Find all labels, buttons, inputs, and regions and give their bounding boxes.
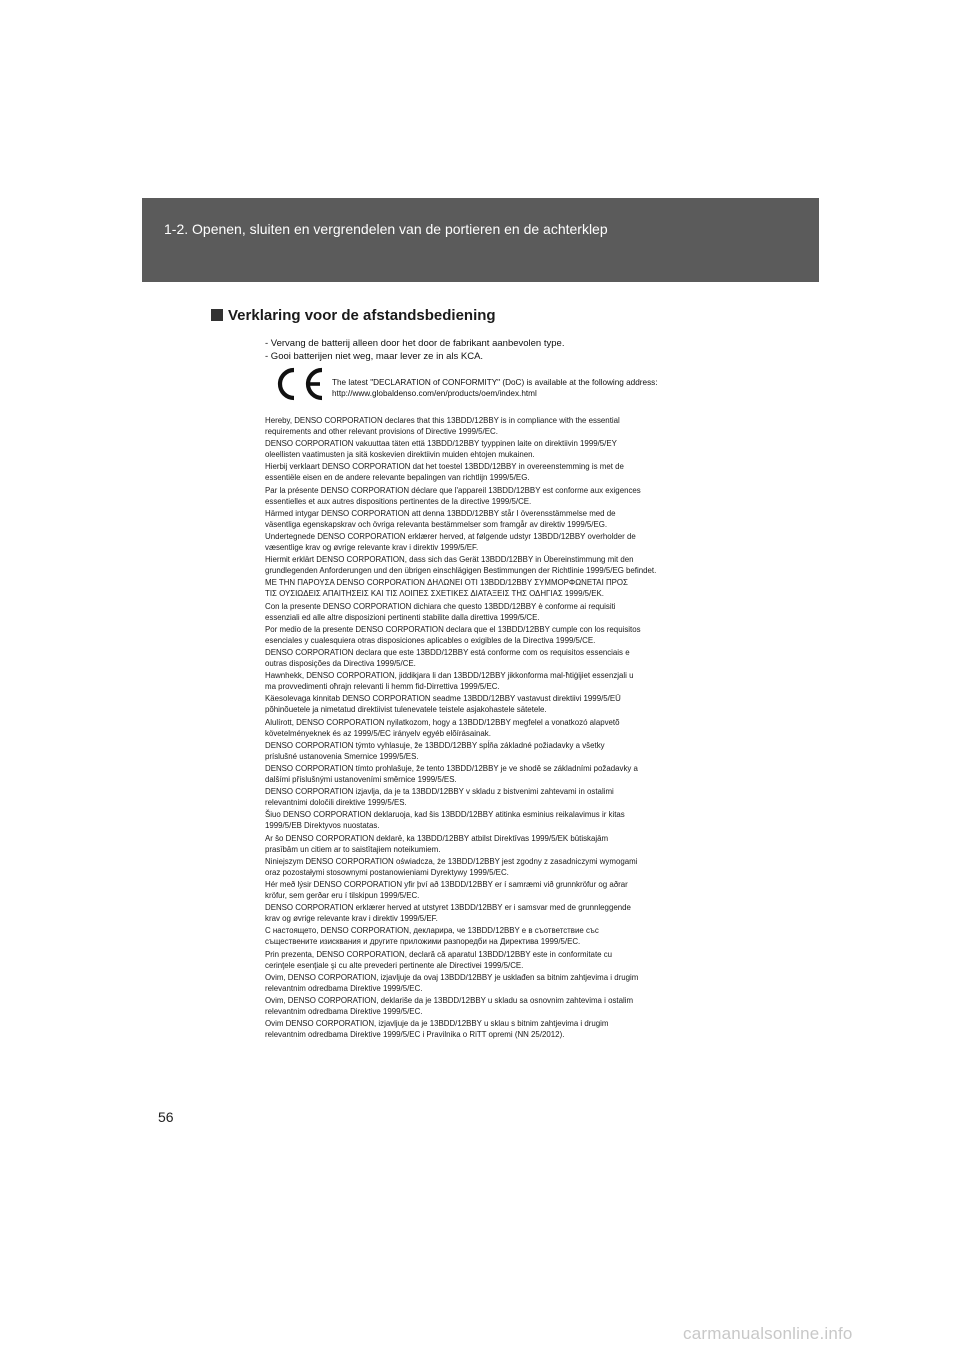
declaration-line: põhinõuetele ja nimetatud direktiivist tulenevatele teistele asjakohastele sätetele. <box>265 705 547 715</box>
ce-mark-icon <box>270 366 328 402</box>
declaration-line: DENSO CORPORATION izjavlja, da je ta 13BDD/12BBY v skladu z bistvenimi zahtevami in ostalimi <box>265 787 614 797</box>
declaration-line: DENSO CORPORATION declara que este 13BDD/12BBY está conforme com os requisitos essenciais e <box>265 648 630 658</box>
declaration-line: ΤΙΣ ΟΥΣΙΩΔΕΙΣ ΑΠΑΙΤΗΣΕΙΣ ΚΑΙ ΤΙΣ ΛΟΙΠΕΣ ΣΧΕΤΙΚΕΣ ΔΙΑΤΑΞΕΙΣ ΤΗΣ ΟΔΗΓΙΑΣ 1999/5/ΕΚ. <box>265 589 604 599</box>
declaration-paragraph <box>265 926 705 948</box>
declaration-paragraph <box>265 810 705 832</box>
declaration-line: relevantnim odredbama Direktive 1999/5/EC. <box>265 983 423 993</box>
declaration-paragraph <box>265 671 705 693</box>
declaration-line: Ar šo DENSO CORPORATION deklarē, ka 13BDD/12BBY atbilst Direktīvas 1999/5/EK būtiskajām <box>265 833 609 843</box>
declaration-paragraph <box>265 439 705 461</box>
declaration-paragraph <box>265 834 705 856</box>
declaration-line: Par la présente DENSO CORPORATION déclare que l'appareil 13BDD/12BBY est conforme aux exigences <box>265 485 641 495</box>
declaration-line: Hér með lýsir DENSO CORPORATION yfir því að 13BDD/12BBY er í samræmi við grunnkröfur og aðrar <box>265 880 628 890</box>
doc-line: The latest "DECLARATION of CONFORMITY" (DoC) is available at the following address: <box>332 378 658 387</box>
declaration-line: relevantnim odredbama Direktive 1999/5/EC i Pravilnika o RiTT opremi (NN 25/2012). <box>265 1030 565 1040</box>
declaration-line: Ovim, DENSO CORPORATION, izjavljuje da ovaj 13BDD/12BBY je usklađen sa bitnim zahtjevima i drugim <box>265 972 639 982</box>
declaration-paragraph <box>265 903 705 925</box>
doc-url: http://www.globaldenso.com/en/products/oem/index.html <box>332 389 537 398</box>
declaration-paragraph <box>265 950 705 972</box>
declaration-line: Hawnhekk, DENSO CORPORATION, jiddikjara li dan 13BDD/12BBY jikkonforma mal-ħtiġijiet essenzjali u <box>265 671 634 681</box>
declaration-line: Hierbij verklaart DENSO CORPORATION dat het toestel 13BDD/12BBY in overeenstemming is met de <box>265 462 624 472</box>
note-item: - Gooi batterijen niet weg, maar lever ze in als KCA. <box>265 351 484 362</box>
declaration-line: outras disposições da Directiva 1999/5/CE. <box>265 658 416 668</box>
declaration-line: essentiële eisen en de andere relevante bepalingen van richtlijn 1999/5/EG. <box>265 473 530 483</box>
declaration-line: С настоящето, DENSO CORPORATION, декларира, че 13BDD/12BBY е в съответствие със <box>265 926 599 936</box>
section-title <box>211 307 496 324</box>
declaration-paragraph <box>265 625 705 647</box>
doc-availability <box>332 377 658 399</box>
declaration-paragraph <box>265 857 705 879</box>
declaration-line: DENSO CORPORATION týmto vyhlasuje, že 13BDD/12BBY spĺňa základné požiadavky a všetky <box>265 740 605 750</box>
declaration-line: Prin prezenta, DENSO CORPORATION, declară că aparatul 13BDD/12BBY este in conformitate cu <box>265 949 613 959</box>
declaration-line: prasībām un citiem ar to saistītajiem noteikumiem. <box>265 844 441 854</box>
declaration-line: Niniejszym DENSO CORPORATION oświadcza, że 13BDD/12BBY jest zgodny z zasadniczymi wymogami <box>265 856 638 866</box>
declaration-paragraph <box>265 718 705 740</box>
declaration-line: Con la presente DENSO CORPORATION dichiara che questo 13BDD/12BBY è conforme ai requisiti <box>265 601 616 611</box>
declaration-line: DENSO CORPORATION vakuuttaa täten että 13BDD/12BBY tyyppinen laite on direktiivin 1999/5/EY <box>265 439 617 449</box>
declaration-paragraph <box>265 486 705 508</box>
declaration-line: oraz pozostałymi stosownymi postanowieniami Dyrektywy 1999/5/EC. <box>265 867 509 877</box>
declaration-paragraph <box>265 509 705 531</box>
watermark: carmanualsonline.info <box>683 1324 853 1343</box>
declaration-line: ΜΕ ΤΗΝ ΠΑΡΟΥΣΑ DENSO CORPORATION ΔΗΛΩΝΕΙ ΟΤΙ 13BDD/12BBY ΣΥΜΜΟΡΦΩΝΕΤΑΙ ΠΡΟΣ <box>265 578 628 588</box>
declaration-paragraph <box>265 578 705 600</box>
declaration-paragraph <box>265 787 705 809</box>
declaration-line: Hiermit erklärt DENSO CORPORATION, dass sich das Gerät 13BDD/12BBY in Übereinstimmung mit den <box>265 555 634 565</box>
declaration-line: väsentliga egenskapskrav och övriga relevanta bestämmelser som framgår av direktiv 1999/5/EG. <box>265 519 608 529</box>
declaration-paragraph <box>265 741 705 763</box>
declarations-list <box>265 416 705 1042</box>
declaration-line: væsentlige krav og øvrige relevante krav i direktiv 1999/5/EF. <box>265 542 479 552</box>
declaration-line: oleellisten vaatimusten ja sitä koskevien direktiivin muiden ehtojen mukainen. <box>265 450 535 460</box>
declaration-line: Hereby, DENSO CORPORATION declares that this 13BDD/12BBY is in compliance with the essential <box>265 416 620 425</box>
chapter-title: 1-2. Openen, sluiten en vergrendelen van de portieren en de achterklep <box>164 221 608 237</box>
declaration-paragraph <box>265 532 705 554</box>
square-bullet-icon <box>211 309 223 321</box>
declaration-line: Käesolevaga kinnitab DENSO CORPORATION seadme 13BDD/12BBY vastavust direktiivi 1999/5/EÜ <box>265 694 621 704</box>
declaration-line: Por medio de la presente DENSO CORPORATION declara que el 13BDD/12BBY cumple con los requisitos <box>265 624 641 634</box>
declaration-line: relevantnimi določili direktive 1999/5/ES. <box>265 798 407 808</box>
declaration-paragraph <box>265 416 705 438</box>
declaration-paragraph <box>265 555 705 577</box>
declaration-line: Alulírott, DENSO CORPORATION nyilatkozom, hogy a 13BDD/12BBY megfelel a vonatkozó alapvetõ <box>265 717 620 727</box>
declaration-paragraph <box>265 648 705 670</box>
declaration-line: DENSO CORPORATION tímto prohlašuje, že tento 13BDD/12BBY je ve shodě se základními požadavky a <box>265 764 638 774</box>
declaration-line: Härmed intygar DENSO CORPORATION att denna 13BDD/12BBY står I överensstämmelse med de <box>265 508 616 518</box>
declaration-line: esenciales y cualesquiera otras disposiciones aplicables o exigibles de la Directiva 1999/5/CE. <box>265 635 596 645</box>
declaration-paragraph <box>265 1019 705 1041</box>
declaration-line: dalšími příslušnými ustanoveními směrnice 1999/5/ES. <box>265 774 457 784</box>
declaration-paragraph <box>265 462 705 484</box>
declaration-paragraph <box>265 996 705 1018</box>
chapter-header-bar <box>142 198 819 282</box>
declaration-line: krav og øvrige relevante krav i direktiv 1999/5/EF. <box>265 914 438 924</box>
declaration-line: kröfur, sem gerðar eru í tilskipun 1999/5/EC. <box>265 890 420 900</box>
declaration-line: DENSO CORPORATION erklærer herved at utstyret 13BDD/12BBY er i samsvar med de grunnleggende <box>265 903 631 913</box>
declaration-line: Undertegnede DENSO CORPORATION erklærer herved, at følgende udstyr 13BDD/12BBY overholder de <box>265 532 636 542</box>
declaration-line: grundlegenden Anforderungen und den übrigen einschlägigen Bestimmungen der Richtlinie 1999/5/EG befindet. <box>265 566 657 576</box>
declaration-line: requirements and other relevant provisions of Directive 1999/5/EC. <box>265 426 498 436</box>
declaration-line: съществените изисквания и другите приложими разпоредби на Директива 1999/5/ЕС. <box>265 937 581 947</box>
note-item: - Vervang de batterij alleen door het door de fabrikant aanbevolen type. <box>265 338 565 349</box>
declaration-line: Ovim, DENSO CORPORATION, deklariše da je 13BDD/12BBY u skladu sa osnovnim zahtevima i ostalim <box>265 996 634 1006</box>
page-number: 56 <box>158 1109 174 1125</box>
declaration-line: követelményeknek és az 1999/5/EC irányelv egyéb elõírásainak. <box>265 728 491 738</box>
declaration-paragraph <box>265 694 705 716</box>
declaration-paragraph <box>265 602 705 624</box>
notes-list <box>265 337 564 363</box>
declaration-line: 1999/5/EB Direktyvos nuostatas. <box>265 821 380 831</box>
declaration-line: Ovim DENSO CORPORATION, izjavljuje da je 13BDD/12BBY u sklau s bitnim zahtjevima i drugim <box>265 1019 609 1029</box>
declaration-line: essentielles et aux autres dispositions pertinentes de la directive 1999/5/CE. <box>265 496 532 506</box>
declaration-line: ma provvedimenti oħrajn relevanti li hemm fid-Dirrettiva 1999/5/EC. <box>265 682 500 692</box>
declaration-line: relevantnim odredbama Direktive 1999/5/EC. <box>265 1006 423 1016</box>
declaration-line: essenziali ed alle altre disposizioni pertinenti stabilite dalla direttiva 1999/5/CE. <box>265 612 540 622</box>
declaration-paragraph <box>265 880 705 902</box>
declaration-line: príslušné ustanovenia Smernice 1999/5/ES. <box>265 751 419 761</box>
declaration-line: cerinţele esenţiale şi cu alte prevederi pertinente ale Directivei 1999/5/CE. <box>265 960 524 970</box>
declaration-paragraph <box>265 973 705 995</box>
declaration-line: Šiuo DENSO CORPORATION deklaruoja, kad šis 13BDD/12BBY atitinka esminius reikalavimus ir kitas <box>265 810 625 820</box>
section-title-text: Verklaring voor de afstandsbediening <box>228 307 496 324</box>
declaration-paragraph <box>265 764 705 786</box>
